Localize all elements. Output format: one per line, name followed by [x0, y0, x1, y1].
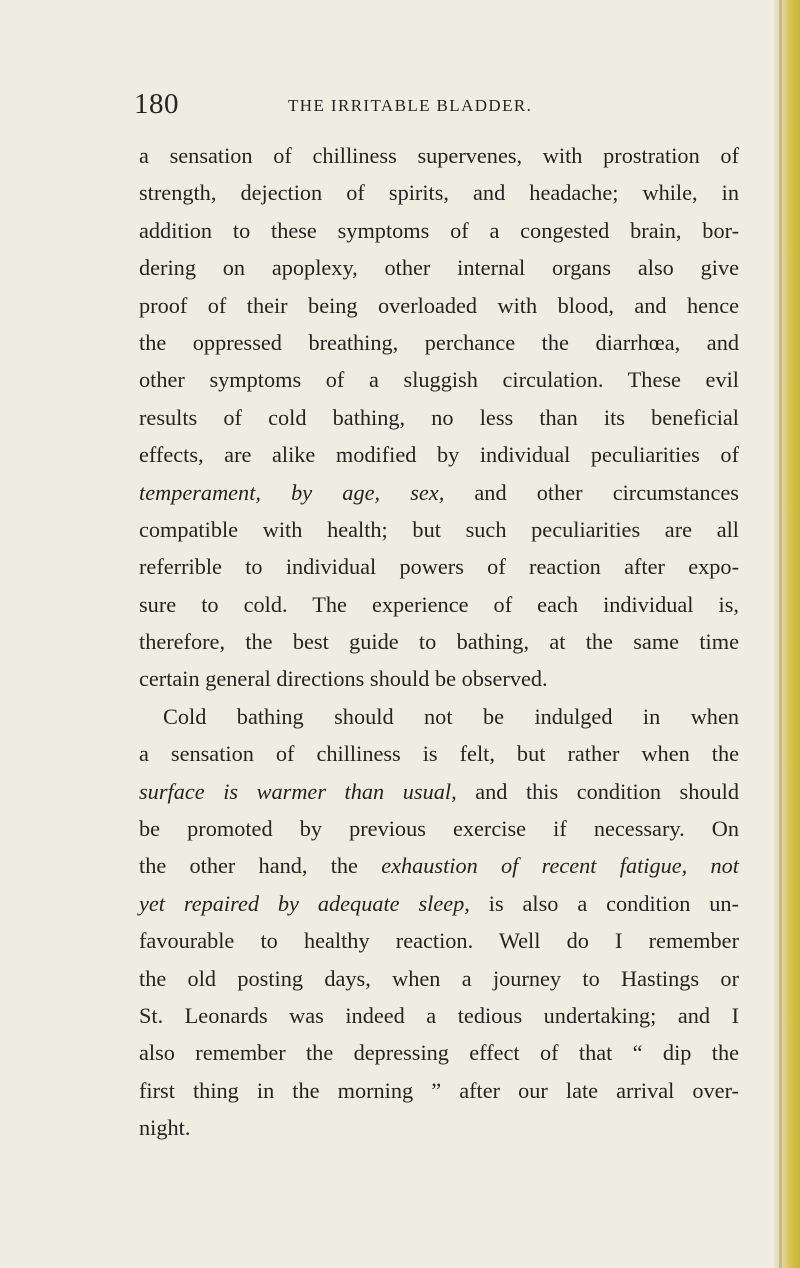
- text-line: sure to cold. The experience of each individual is,: [139, 591, 739, 617]
- text-line: referrible to individual powers of reaction after expo-: [139, 554, 739, 580]
- page-edge-shadow: [779, 0, 782, 1268]
- text-line: addition to these symptoms of a congested brain, bor-: [139, 217, 739, 243]
- text-line: the old posting days, when a journey to Hastings or: [139, 965, 739, 991]
- text-line: first thing in the morning ” after our late arrival over-: [139, 1077, 739, 1103]
- text-line: the oppressed breathing, perchance the diarrhœa, and: [139, 329, 739, 355]
- text-run: and other circumstances: [444, 479, 739, 505]
- text-line: other symptoms of a sluggish circulation. These evil: [139, 367, 739, 393]
- text-run: the other hand, the: [139, 853, 382, 879]
- text-line: night.: [139, 1115, 191, 1141]
- page-edge: [774, 0, 800, 1268]
- text-line: a sensation of chilliness supervenes, with prostration of: [139, 143, 739, 168]
- text-line: Cold bathing should not be indulged in when: [163, 703, 739, 729]
- italic-text-run: exhaustion of recent fatigue, not: [381, 853, 739, 879]
- italic-text-run: surface is warmer than usual,: [139, 778, 457, 804]
- text-line: [139, 885, 739, 922]
- page-header: [134, 88, 754, 128]
- text-line: a sensation of chilliness is felt, but rather when the: [139, 741, 739, 767]
- page-number: 180: [134, 88, 179, 120]
- text-line: be promoted by previous exercise if necessary. On: [139, 816, 739, 842]
- text-line: effects, are alike modified by individual peculiarities of: [139, 442, 739, 468]
- text-line: proof of their being overloaded with blood, and hence: [139, 292, 739, 318]
- italic-text-run: yet repaired by adequate sleep,: [139, 890, 470, 916]
- text-line: also remember the depressing effect of that “ dip the: [139, 1040, 739, 1066]
- text-line: St. Leonards was indeed a tedious undertaking; and I: [139, 1002, 739, 1028]
- text-line: [139, 773, 739, 810]
- text-line: strength, dejection of spirits, and headache; while, in: [139, 180, 739, 206]
- text-line: therefore, the best guide to bathing, at the same time: [139, 629, 739, 655]
- text-line: favourable to healthy reaction. Well do I remember: [139, 928, 739, 954]
- text-line: results of cold bathing, no less than its beneficial: [139, 404, 739, 430]
- text-line: [139, 847, 739, 884]
- text-run: and this condition should: [456, 778, 739, 804]
- text-line: [139, 474, 739, 511]
- text-line: compatible with health; but such peculiarities are all: [139, 516, 739, 542]
- text-run: is also a condition un-: [469, 890, 739, 916]
- running-head: THE IRRITABLE BLADDER.: [288, 96, 533, 115]
- italic-text-run: temperament, by age, sex,: [139, 479, 445, 505]
- body-text: [139, 137, 739, 1147]
- text-line: dering on apoplexy, other internal organs also give: [139, 255, 739, 281]
- text-line: certain general directions should be observed.: [139, 666, 548, 692]
